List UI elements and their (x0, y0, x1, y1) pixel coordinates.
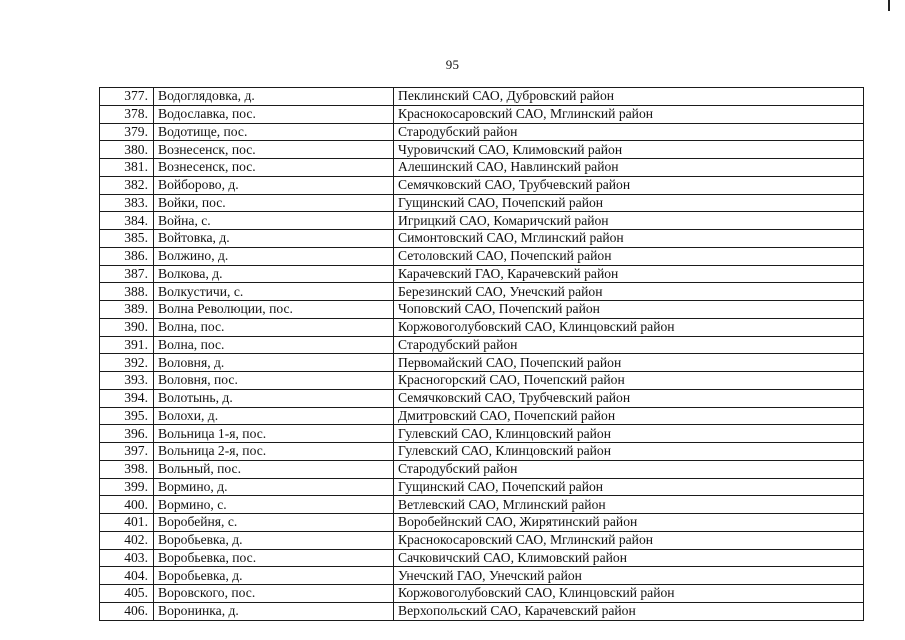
administrative-unit: Гущинский САО, Почепский район (394, 194, 864, 212)
administrative-unit: Первомайский САО, Почепский район (394, 354, 864, 372)
table-row (100, 230, 864, 248)
administrative-unit: Гулевский САО, Клинцовский район (394, 443, 864, 461)
administrative-unit: Березинский САО, Унечский район (394, 283, 864, 301)
settlement-name: Вормино, с. (154, 496, 394, 514)
row-number: 381. (100, 159, 154, 177)
row-number: 400. (100, 496, 154, 514)
settlement-name: Волотынь, д. (154, 389, 394, 407)
administrative-unit: Красногорский САО, Почепский район (394, 372, 864, 390)
row-number: 378. (100, 105, 154, 123)
row-number: 387. (100, 265, 154, 283)
administrative-unit: Дмитровский САО, Почепский район (394, 407, 864, 425)
row-number: 405. (100, 585, 154, 603)
table-row (100, 336, 864, 354)
table-row (100, 123, 864, 141)
table-row (100, 460, 864, 478)
table-row (100, 283, 864, 301)
administrative-unit: Гущинский САО, Почепский район (394, 478, 864, 496)
settlement-name: Воровского, пос. (154, 585, 394, 603)
administrative-unit: Коржовоголубовский САО, Клинцовский район (394, 585, 864, 603)
settlement-name: Вознесенск, пос. (154, 141, 394, 159)
administrative-unit: Симонтовский САО, Мглинский район (394, 230, 864, 248)
row-number: 395. (100, 407, 154, 425)
row-number: 386. (100, 247, 154, 265)
administrative-unit: Семячковский САО, Трубчевский район (394, 176, 864, 194)
settlement-name: Войки, пос. (154, 194, 394, 212)
table-row (100, 194, 864, 212)
table-row (100, 443, 864, 461)
table-row (100, 407, 864, 425)
table-row (100, 318, 864, 336)
row-number: 404. (100, 567, 154, 585)
row-number: 377. (100, 88, 154, 106)
table-row (100, 389, 864, 407)
administrative-unit: Карачевский ГАО, Карачевский район (394, 265, 864, 283)
table-row (100, 531, 864, 549)
row-number: 383. (100, 194, 154, 212)
row-number: 382. (100, 176, 154, 194)
administrative-unit: Верхопольский САО, Карачевский район (394, 602, 864, 620)
settlement-name: Волкустичи, с. (154, 283, 394, 301)
row-number: 394. (100, 389, 154, 407)
row-number: 390. (100, 318, 154, 336)
settlement-name: Воробьевка, д. (154, 567, 394, 585)
row-number: 399. (100, 478, 154, 496)
settlement-name: Воронинка, д. (154, 602, 394, 620)
administrative-unit: Стародубский район (394, 123, 864, 141)
settlement-name: Волжино, д. (154, 247, 394, 265)
administrative-unit: Пеклинский САО, Дубровский район (394, 88, 864, 106)
table-row (100, 354, 864, 372)
table-row (100, 141, 864, 159)
row-number: 393. (100, 372, 154, 390)
settlement-name: Воробьевка, пос. (154, 549, 394, 567)
administrative-unit: Стародубский район (394, 460, 864, 478)
table-row (100, 265, 864, 283)
table-row (100, 88, 864, 106)
table-row (100, 176, 864, 194)
settlements-table-body (100, 88, 864, 621)
settlements-table (99, 87, 864, 621)
administrative-unit: Игрицкий САО, Комаричский район (394, 212, 864, 230)
settlement-name: Волкова, д. (154, 265, 394, 283)
administrative-unit: Краснокосаровский САО, Мглинский район (394, 105, 864, 123)
settlement-name: Волна, пос. (154, 336, 394, 354)
settlement-name: Воробейня, с. (154, 514, 394, 532)
row-number: 401. (100, 514, 154, 532)
table-row (100, 567, 864, 585)
settlement-name: Война, с. (154, 212, 394, 230)
settlement-name: Водоглядовка, д. (154, 88, 394, 106)
row-number: 406. (100, 602, 154, 620)
settlement-name: Войтовка, д. (154, 230, 394, 248)
administrative-unit: Коржовоголубовский САО, Клинцовский район (394, 318, 864, 336)
table-row (100, 514, 864, 532)
settlement-name: Водославка, пос. (154, 105, 394, 123)
settlement-name: Войборово, д. (154, 176, 394, 194)
row-number: 403. (100, 549, 154, 567)
administrative-unit: Гулевский САО, Клинцовский район (394, 425, 864, 443)
settlement-name: Воробьевка, д. (154, 531, 394, 549)
settlement-name: Водотище, пос. (154, 123, 394, 141)
row-number: 384. (100, 212, 154, 230)
row-number: 396. (100, 425, 154, 443)
row-number: 398. (100, 460, 154, 478)
settlement-name: Воловня, пос. (154, 372, 394, 390)
settlement-name: Вольница 1-я, пос. (154, 425, 394, 443)
administrative-unit: Семячковский САО, Трубчевский район (394, 389, 864, 407)
table-row (100, 478, 864, 496)
settlement-name: Вознесенск, пос. (154, 159, 394, 177)
administrative-unit: Краснокосаровский САО, Мглинский район (394, 531, 864, 549)
page-number: 95 (445, 57, 460, 72)
settlement-name: Волна Революции, пос. (154, 301, 394, 319)
row-number: 388. (100, 283, 154, 301)
row-number: 379. (100, 123, 154, 141)
settlement-name: Волна, пос. (154, 318, 394, 336)
settlement-name: Вольный, пос. (154, 460, 394, 478)
administrative-unit: Чуровичский САО, Климовский район (394, 141, 864, 159)
table-row (100, 372, 864, 390)
row-number: 380. (100, 141, 154, 159)
table-row (100, 602, 864, 620)
administrative-unit: Воробейнский САО, Жирятинский район (394, 514, 864, 532)
row-number: 397. (100, 443, 154, 461)
row-number: 402. (100, 531, 154, 549)
row-number: 389. (100, 301, 154, 319)
administrative-unit: Ветлевский САО, Мглинский район (394, 496, 864, 514)
table-row (100, 425, 864, 443)
administrative-unit: Сетоловский САО, Почепский район (394, 247, 864, 265)
settlement-name: Вольница 2-я, пос. (154, 443, 394, 461)
scan-edge-mark (888, 0, 890, 11)
row-number: 385. (100, 230, 154, 248)
table-row (100, 496, 864, 514)
row-number: 392. (100, 354, 154, 372)
administrative-unit: Чоповский САО, Почепский район (394, 301, 864, 319)
settlement-name: Вормино, д. (154, 478, 394, 496)
administrative-unit: Стародубский район (394, 336, 864, 354)
table-row (100, 105, 864, 123)
administrative-unit: Алешинский САО, Навлинский район (394, 159, 864, 177)
administrative-unit: Унечский ГАО, Унечский район (394, 567, 864, 585)
table-row (100, 549, 864, 567)
administrative-unit: Сачковичский САО, Климовский район (394, 549, 864, 567)
table-row (100, 585, 864, 603)
table-row (100, 301, 864, 319)
table-row (100, 247, 864, 265)
table-row (100, 212, 864, 230)
settlement-name: Волохи, д. (154, 407, 394, 425)
row-number: 391. (100, 336, 154, 354)
table-row (100, 159, 864, 177)
settlement-name: Воловня, д. (154, 354, 394, 372)
